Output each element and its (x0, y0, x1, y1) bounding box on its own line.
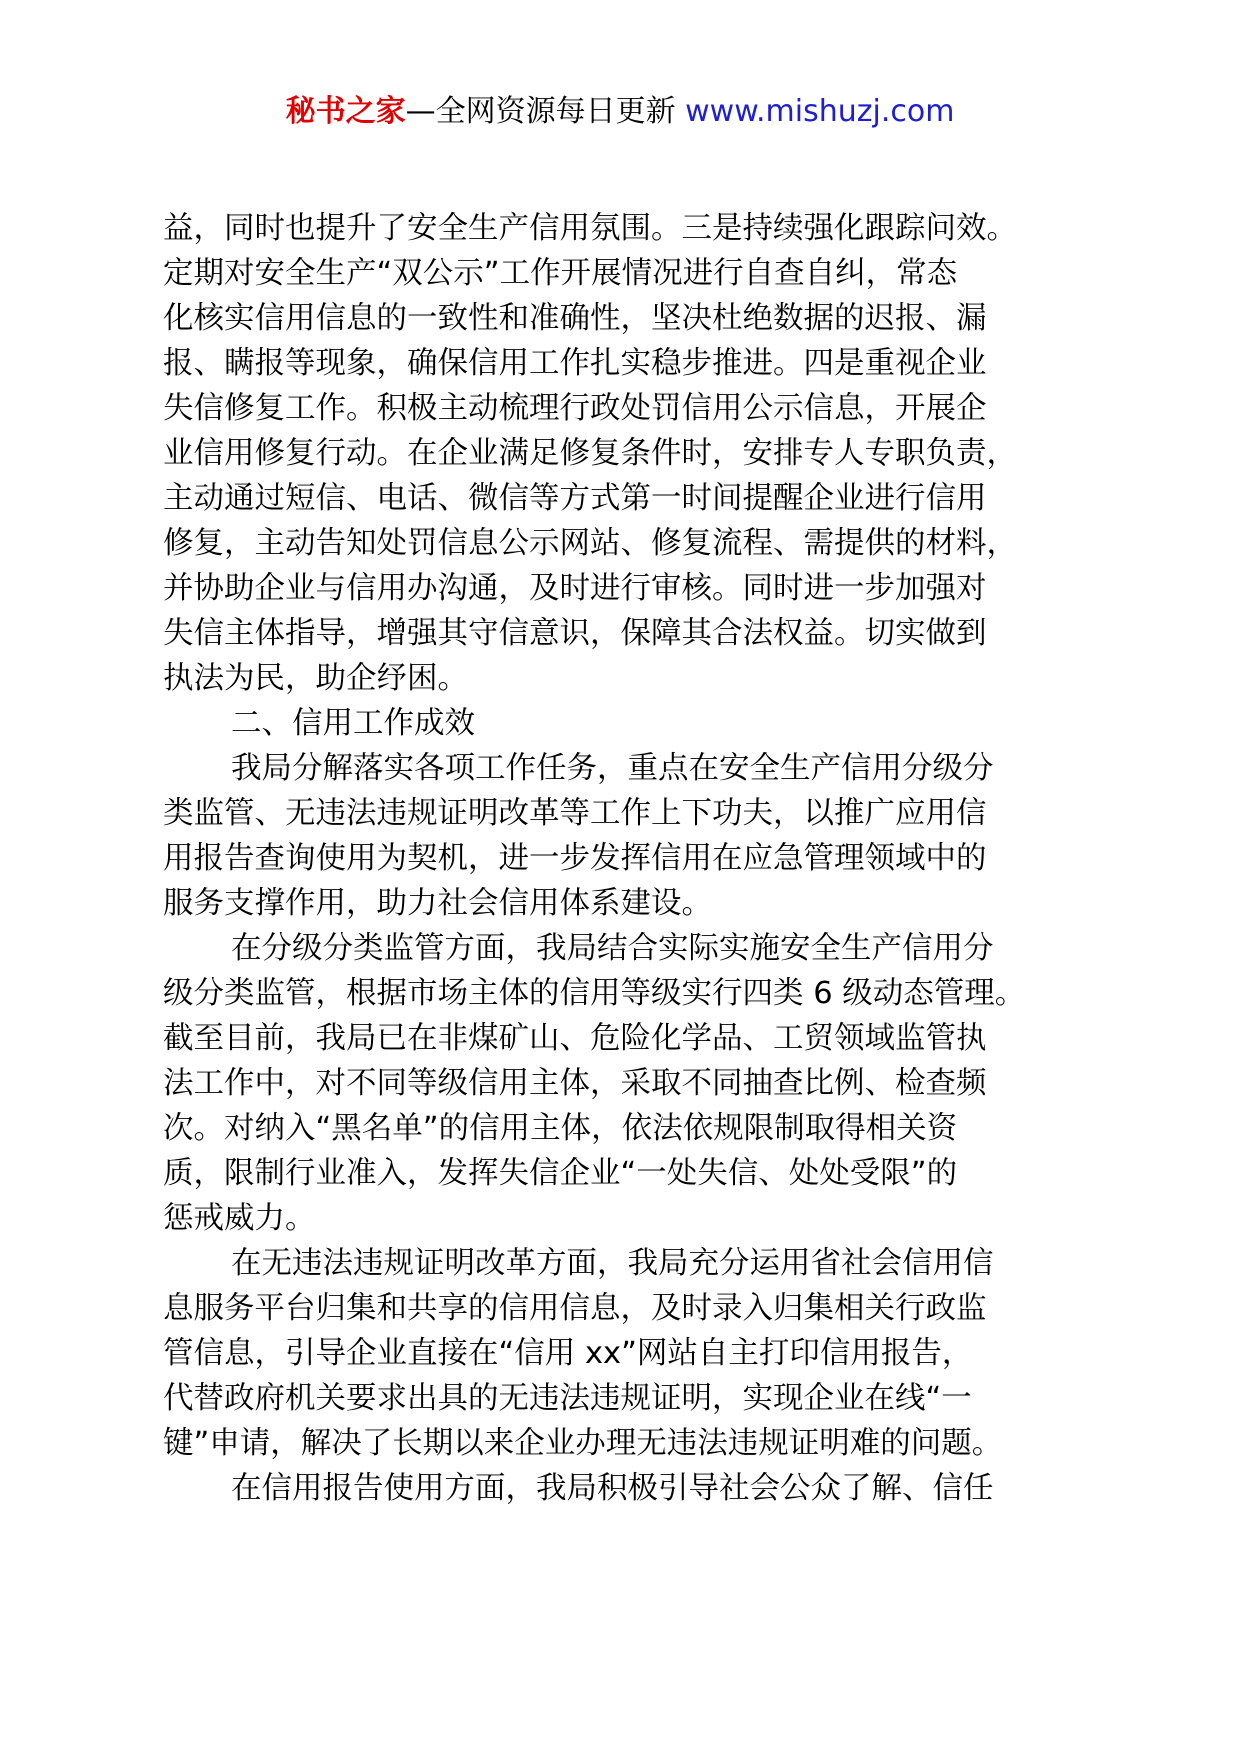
text-line: 主动通过短信、电话、微信等方式第一时间提醒企业进行信用 (163, 481, 987, 516)
page-header (0, 92, 1240, 132)
brand-name: 秘书之家 (285, 94, 406, 129)
text-line: 定期对安全生产“双公示”工作开展情况进行自查自纠，常态 (163, 256, 958, 291)
text-line: 质，限制行业准入，发挥失信企业“一处失信、处处受限”的 (163, 1156, 958, 1191)
document-body (163, 206, 1103, 1511)
text-line: 失信主体指导，增强其守信意识，保障其合法权益。切实做到 (163, 616, 987, 651)
text-line: 息服务平台归集和共享的信用信息，及时录入归集相关行政监 (163, 1291, 987, 1326)
text-line: 次。对纳入“黑名单”的信用主体，依法依规限制取得相关资 (163, 1111, 958, 1146)
text-line: 益，同时也提升了安全生产信用氛围。三是持续强化跟踪问效。 (163, 211, 1017, 246)
text-line: 级分类监管，根据市场主体的信用等级实行四类 6 级动态管理。 (163, 976, 1026, 1011)
text-line: 在信用报告使用方面，我局积极引导社会公众了解、信任 (231, 1471, 994, 1506)
text-line: 键”申请，解决了长期以来企业办理无违法违规证明难的问题。 (163, 1426, 1003, 1461)
text-line: 我局分解落实各项工作任务，重点在安全生产信用分级分 (231, 751, 994, 786)
text-line: 在无违法违规证明改革方面，我局充分运用省社会信用信 (231, 1246, 994, 1281)
text-line: 业信用修复行动。在企业满足修复条件时，安排专人专职负责， (163, 436, 1017, 471)
text-line: 类监管、无违法违规证明改革等工作上下功夫，以推广应用信 (163, 796, 987, 831)
text-line: 惩戒威力。 (163, 1201, 316, 1236)
text-line: 执法为民，助企纾困。 (163, 661, 468, 696)
text-line: 截至目前，我局已在非煤矿山、危险化学品、工贸领域监管执 (163, 1021, 987, 1056)
text-line: 用报告查询使用为契机，进一步发挥信用在应急管理领域中的 (163, 841, 987, 876)
site-url-link[interactable]: www.mishuzj.com (685, 94, 955, 129)
text-line: 失信修复工作。积极主动梳理行政处罚信用公示信息，开展企 (163, 391, 987, 426)
text-line: 报、瞒报等现象，确保信用工作扎实稳步推进。四是重视企业 (163, 346, 987, 381)
text-line: 服务支撑作用，助力社会信用体系建设。 (163, 886, 712, 921)
text-line: 二、信用工作成效 (231, 706, 475, 741)
text-line: 并协助企业与信用办沟通，及时进行审核。同时进一步加强对 (163, 571, 987, 606)
text-line: 在分级分类监管方面，我局结合实际实施安全生产信用分 (231, 931, 994, 966)
header-slogan: —全网资源每日更新 (405, 94, 686, 129)
text-line: 代替政府机关要求出具的无违法违规证明，实现企业在线“一 (163, 1381, 972, 1416)
text-line: 法工作中，对不同等级信用主体，采取不同抽查比例、检查频 (163, 1066, 987, 1101)
text-line: 修复，主动告知处罚信息公示网站、修复流程、需提供的材料， (163, 526, 1017, 561)
text-line: 化核实信用信息的一致性和准确性，坚决杜绝数据的迟报、漏 (163, 301, 987, 336)
text-line: 管信息，引导企业直接在“信用 xx”网站自主打印信用报告， (163, 1336, 973, 1371)
